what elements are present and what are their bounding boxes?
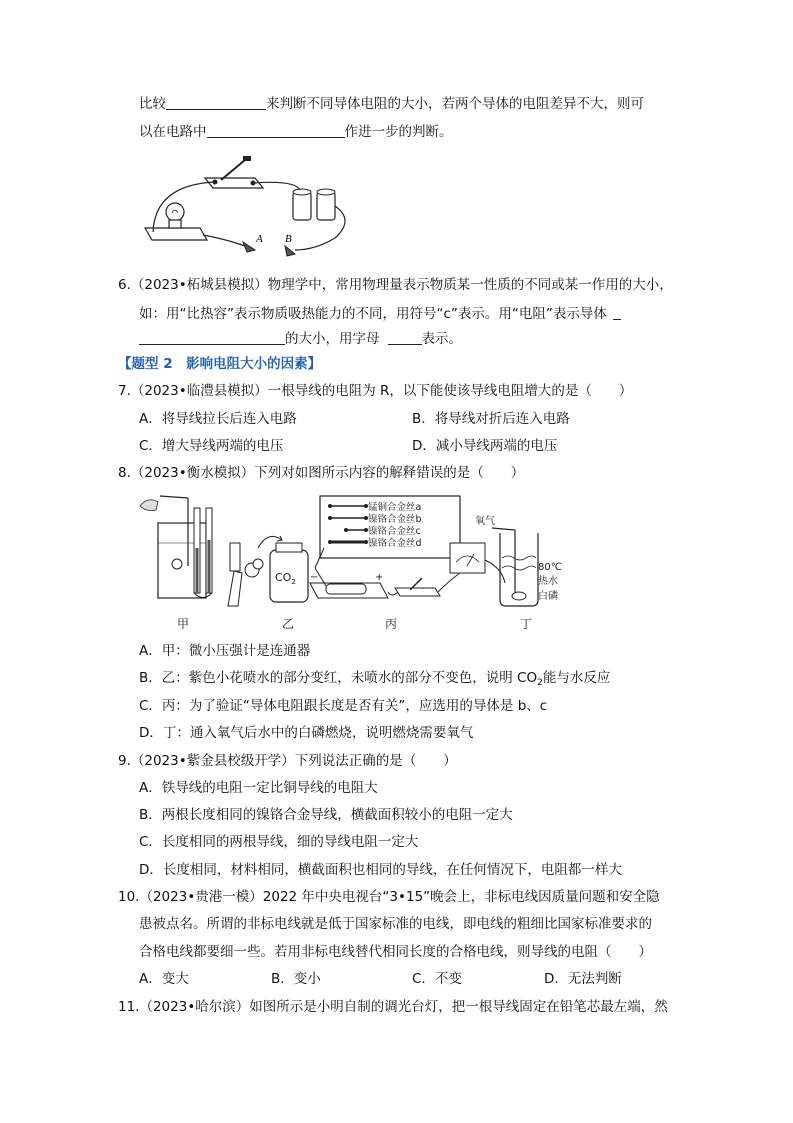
q9-option-c[interactable]: C．长度相同的两根导线，细的导线电阻一定大 (139, 834, 419, 850)
wire-c-label: 镍铬合金丝c (368, 526, 421, 537)
oxygen-label: 氧气 (475, 516, 495, 527)
label-jia: 甲 (177, 617, 190, 631)
label-b: B (285, 233, 292, 245)
q6-line3 (139, 329, 462, 349)
q6-text: 如：用“比热容”表示物质吸热能力的不同，用符号“c”表示。用“电阻”表示导体 (139, 306, 607, 322)
q8-option-b-text-end: 能与水反应 (542, 670, 611, 686)
label-yi: 乙 (282, 617, 295, 631)
q8-option-d[interactable]: D．丁：通入氧气后水中的白磷燃烧，说明燃烧需要氧气 (139, 725, 474, 741)
label-a: A (256, 233, 263, 245)
q8-stem: 8.（2023•衡水模拟）下列对如图所示内容的解释错误的是（ ） (118, 465, 525, 481)
temp-label: 80℃ (538, 562, 562, 573)
q9-stem: 9.（2023•紫金县校级开学）下列说法正确的是（ ） (118, 753, 457, 769)
q10-option-a[interactable]: A．变大 (139, 971, 189, 987)
answer-blank[interactable] (613, 305, 621, 320)
q7-option-d[interactable]: D．减小导线两端的电压 (412, 438, 558, 454)
q10-stem-line3: 合格电线都要细一些。若用非标电线替代相同长度的合格电线，则导线的电阻（ ） (139, 944, 652, 960)
q7-stem: 7.（2023•临澧县模拟）一根导线的电阻为 R，以下能使该导线电阻增大的是（ ） (118, 383, 633, 399)
q10-option-d[interactable]: D．无法判断 (544, 971, 622, 987)
q7-option-a[interactable]: A．将导线拉长后连入电路 (139, 411, 297, 427)
q8-option-b-subscript: 2 (537, 678, 543, 688)
q5-text: 以在电路中 (139, 124, 207, 140)
co2-label: $CO_2$ (275, 571, 296, 586)
q8-figure (130, 488, 580, 638)
q8-option-c[interactable]: C．丙：为了验证“导体电阻跟长度是否有关”，应选用的导体是 b、c (139, 698, 548, 714)
q6-line2 (139, 304, 621, 324)
section-header: 【题型 2 影响电阻大小的因素】 (118, 356, 322, 372)
q9-option-b[interactable]: B．两根长度相同的镍铬合金导线，横截面积较小的电阻一定大 (139, 807, 513, 823)
q5-line1 (139, 94, 644, 114)
wire-b-label: 镍铬合金丝b (368, 514, 422, 525)
answer-blank[interactable] (166, 95, 266, 110)
q5-text: 比较 (139, 96, 166, 112)
wire-a-label: 锰铜合金丝a (368, 502, 422, 513)
q5-text: 作进一步的判断。 (344, 124, 453, 140)
q7-option-c[interactable]: C．增大导线两端的电压 (139, 438, 284, 454)
answer-blank[interactable] (388, 330, 422, 345)
q8-option-a[interactable]: A．甲：微小压强计是连通器 (139, 643, 311, 659)
q6-text: 的大小，用字母 (285, 331, 380, 347)
q8-option-b-text: B．乙：紫色小花喷水的部分变红，未喷水的部分不变色，说明 CO (139, 670, 538, 686)
q8-option-b[interactable] (139, 668, 610, 693)
q10-stem-line1: 10.（2023•贵港一模）2022 年中央电视台“3•15”晚会上，非标电线因质量问题和安全隐 (118, 889, 660, 905)
q10-option-b[interactable]: B．变小 (271, 971, 321, 987)
answer-blank[interactable] (139, 330, 285, 345)
q9-option-d[interactable]: D．长度相同，材料相同，横截面积也相同的导线，在任何情况下，电阻都一样大 (139, 862, 622, 878)
plus-sign: + (375, 572, 384, 583)
minus-sign: − (310, 572, 319, 583)
q10-stem-line2: 患被点名。所谓的非标电线就是低于国家标准的电线，即电线的粗细比国家标准要求的 (139, 916, 652, 932)
circuit-figure (135, 150, 365, 260)
q10-option-c[interactable]: C．不变 (412, 971, 462, 987)
q11-stem-line1: 11.（2023•哈尔滨）如图所示是小明自制的调光台灯，把一根导线固定在铅笔芯最左端，然 (118, 999, 668, 1015)
q5-text: 来判断不同导体电阻的大小，若两个导体的电阻差异不大，则可 (266, 96, 644, 112)
white-p-label: 白磷 (538, 591, 558, 602)
q6-text: 表示。 (421, 331, 462, 347)
label-ding: 丁 (520, 617, 533, 631)
q5-line2 (139, 122, 453, 142)
label-bing: 丙 (385, 617, 398, 631)
q6-stem: 6.（2023•柘城县模拟）物理学中，常用物理量表示物质某一性质的不同或某一作用的大小， (118, 277, 673, 293)
answer-blank[interactable] (207, 123, 345, 138)
hot-water-label: 热水 (538, 576, 558, 587)
q9-option-a[interactable]: A．铁导线的电阻一定比铜导线的电阻大 (139, 780, 378, 796)
q7-option-b[interactable]: B．将导线对折后连入电路 (412, 411, 570, 427)
wire-d-label: 镍铬合金丝d (368, 538, 422, 549)
